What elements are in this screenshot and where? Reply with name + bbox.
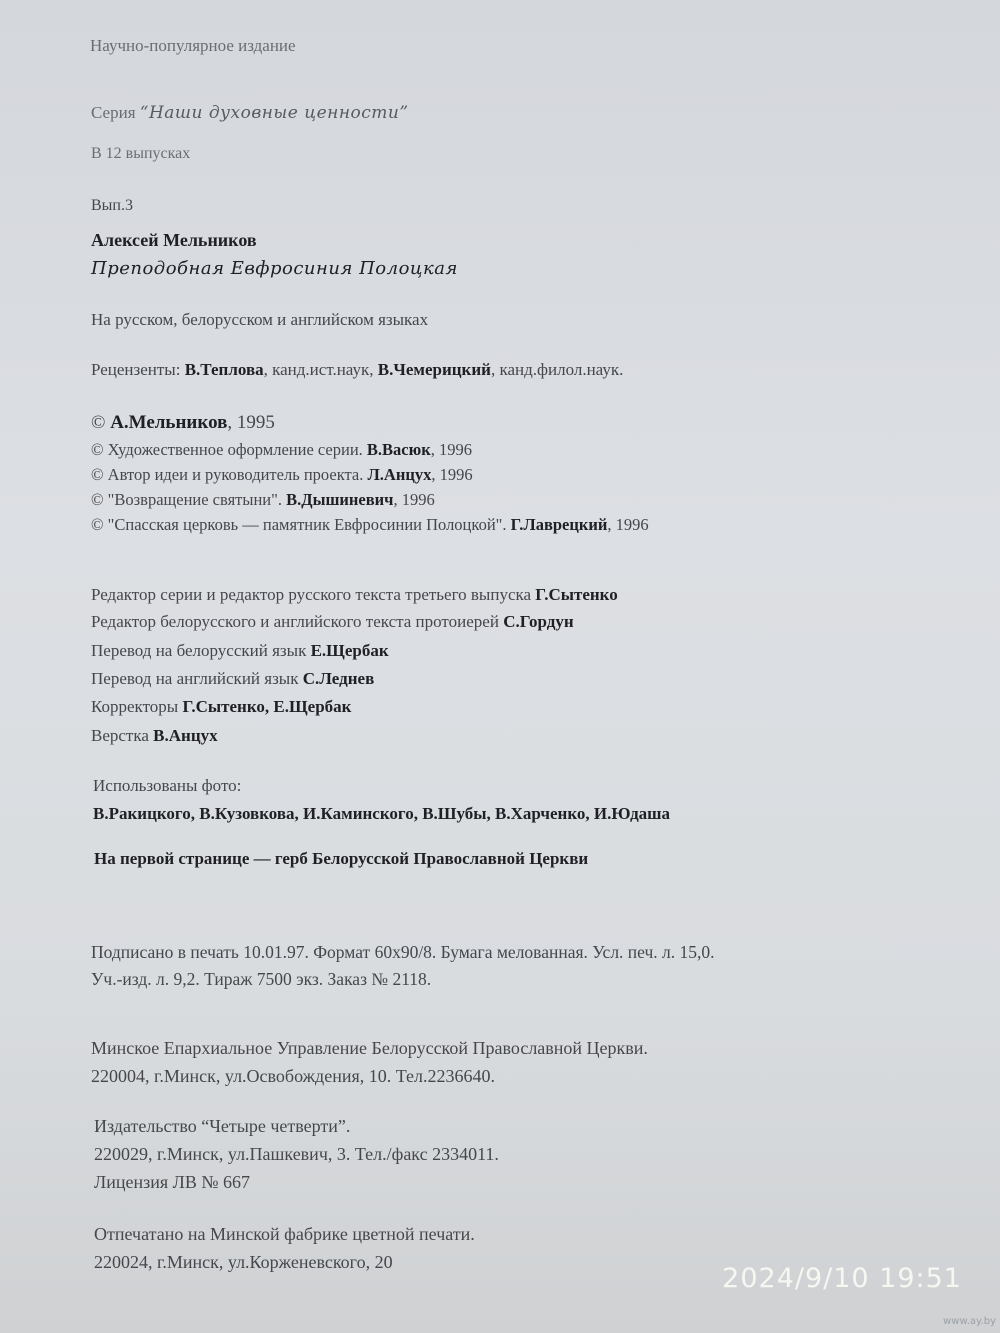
publisher-address: 220029, г.Минск, ул.Пашкевич, 3. Тел./факс 2334011. bbox=[94, 1144, 499, 1164]
print-info-line: Подписано в печать 10.01.97. Формат 60x90/8. Бумага мелованная. Усл. печ. л. 15,0. bbox=[91, 942, 715, 962]
staff-line bbox=[91, 669, 374, 689]
volume-number: Вып.3 bbox=[91, 197, 133, 214]
copyright-year: , 1996 bbox=[393, 490, 435, 509]
copyright-holder: Л.Анцух bbox=[367, 465, 432, 484]
photos-label: Использованы фото: bbox=[93, 776, 242, 795]
copyright-prefix: © bbox=[91, 412, 111, 433]
photo-credits: В.Ракицкого, В.Кузовкова, И.Каминского, В.Шубы, В.Харченко, И.Юдаша bbox=[93, 804, 671, 823]
copyright-line bbox=[91, 440, 472, 460]
copyright-prefix: © "Возвращение святыни". bbox=[91, 490, 287, 509]
staff-role: Перевод на английский язык bbox=[91, 669, 303, 688]
languages-note: На русском, белорусском и английском языках bbox=[91, 310, 429, 329]
publisher-name: Издательство “Четыре четверти”. bbox=[94, 1116, 351, 1136]
copyright-holder: А.Мельников bbox=[110, 412, 228, 433]
printer-address: 220024, г.Минск, ул.Корженевского, 20 bbox=[94, 1252, 393, 1272]
issues-count: В 12 выпусках bbox=[91, 145, 191, 162]
reviewers-label: Рецензенты: bbox=[91, 360, 181, 379]
staff-line bbox=[91, 726, 218, 746]
staff-name: Е.Щербак bbox=[310, 641, 389, 660]
staff-name: С.Гордун bbox=[503, 612, 574, 631]
copyright-holder: В.Дышиневич bbox=[286, 490, 394, 509]
copyright-prefix: © "Спасская церковь — памятник Евфросинии Полоцкой". bbox=[91, 515, 511, 534]
first-page-note: На первой странице — герб Белорусской Православной Церкви bbox=[94, 849, 589, 868]
copyright-line bbox=[91, 515, 649, 535]
series-label: Серия bbox=[91, 103, 136, 122]
eparchy-name: Минское Епархиальное Управление Белорусской Православной Церкви. bbox=[91, 1038, 648, 1058]
author-name: Алексей Мельников bbox=[91, 230, 257, 250]
copyright-line bbox=[91, 465, 473, 485]
copyright-year: , 1996 bbox=[430, 440, 472, 459]
staff-name: В.Анцух bbox=[153, 726, 218, 745]
staff-role: Перевод на белорусский язык bbox=[91, 641, 311, 660]
reviewers-line bbox=[91, 360, 623, 380]
staff-name: Г.Сытенко, Е.Щербак bbox=[182, 697, 352, 716]
reviewer-name: В.Теплова bbox=[184, 360, 264, 379]
printer-name: Отпечатано на Минской фабрике цветной печати. bbox=[94, 1224, 475, 1244]
staff-line bbox=[91, 585, 618, 605]
staff-name: С.Леднев bbox=[302, 669, 375, 688]
copyright-holder: Г.Лаврецкий bbox=[510, 515, 608, 534]
staff-role: Редактор белорусского и английского текста протоиерей bbox=[91, 612, 504, 631]
edition-type: Научно-популярное издание bbox=[90, 36, 296, 55]
reviewer-name: В.Чемерицкий bbox=[377, 360, 491, 379]
print-info-line: Уч.-изд. л. 9,2. Тираж 7500 экз. Заказ № 2118. bbox=[91, 969, 432, 989]
series-line bbox=[91, 103, 409, 123]
series-name: “Наши духовные ценности” bbox=[139, 103, 409, 123]
watermark: www.ay.by bbox=[943, 1316, 996, 1327]
copyright-holder: В.Васюк bbox=[366, 440, 431, 459]
copyright-year: , 1996 bbox=[607, 515, 649, 534]
copyright-year: , 1996 bbox=[431, 465, 473, 484]
eparchy-address: 220004, г.Минск, ул.Освобождения, 10. Тел.2236640. bbox=[91, 1066, 496, 1086]
staff-line bbox=[91, 641, 389, 661]
reviewer-degree: , канд.ист.наук, bbox=[263, 360, 374, 379]
copyright-line bbox=[91, 490, 435, 510]
staff-role: Корректоры bbox=[91, 697, 183, 716]
staff-line bbox=[91, 612, 574, 632]
copyright-line bbox=[91, 412, 275, 434]
copyright-prefix: © Автор идеи и руководитель проекта. bbox=[91, 465, 368, 484]
copyright-year: , 1995 bbox=[227, 412, 275, 433]
publisher-license: Лицензия ЛВ № 667 bbox=[94, 1172, 251, 1192]
photo-timestamp: 2024/9/10 19:51 bbox=[722, 1263, 962, 1294]
staff-line bbox=[91, 697, 351, 717]
book-title: Преподобная Евфросиния Полоцкая bbox=[91, 258, 458, 279]
staff-role: Редактор серии и редактор русского текста третьего выпуска bbox=[91, 585, 536, 604]
staff-name: Г.Сытенко bbox=[535, 585, 618, 604]
copyright-prefix: © Художественное оформление серии. bbox=[91, 440, 367, 459]
reviewer-degree: , канд.филол.наук. bbox=[490, 360, 624, 379]
staff-role: Верстка bbox=[91, 726, 154, 745]
